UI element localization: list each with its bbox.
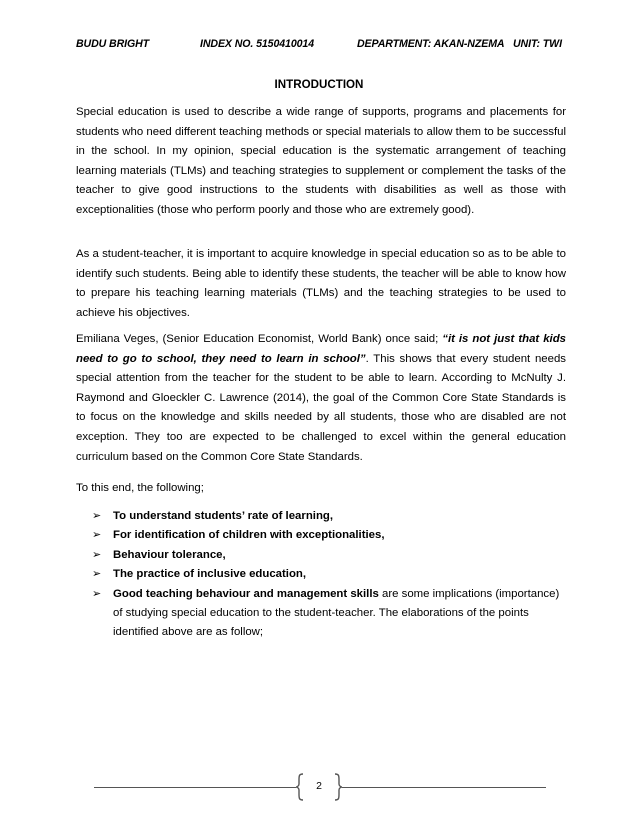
list-item-bold: To understand students’ rate of learning,	[113, 510, 334, 522]
arrow-bullet-icon: ➢	[92, 548, 102, 561]
header-unit: UNIT: TWI	[513, 38, 562, 50]
list-item	[92, 546, 566, 565]
header-author-name: BUDU BRIGHT	[76, 38, 150, 50]
arrow-bullet-icon: ➢	[92, 510, 102, 522]
header-index-number: INDEX NO. 5150410014	[200, 38, 315, 50]
list-item-rest: are some implications (importance) of studying special education to the student-teacher. The elaborations of the points identified above are as follow;	[113, 587, 560, 639]
paragraph-student-teacher: As a student-teacher, it is important to acquire knowledge in special education so as to be able to identify such students. Being able to identify these students, the teacher will be able to know how to prepare his teaching learning materials (TLMs) and the teaching strategies to be used to achieve his objectives.	[76, 248, 566, 319]
page-number: 2	[316, 780, 322, 792]
section-title: INTRODUCTION	[274, 78, 364, 91]
list-item-bold: Good teaching behaviour and management skills	[113, 587, 379, 600]
list-item-bold: The practice of inclusive education,	[113, 568, 307, 581]
footer-rule-left	[94, 787, 296, 788]
list-item-bold: Behaviour tolerance,	[113, 548, 226, 561]
quote-text: “it is not just that kids need to go to school, they need to learn in school”	[76, 333, 567, 365]
list-item	[92, 507, 566, 526]
list-item	[92, 585, 566, 643]
footer-rule-right	[342, 787, 546, 788]
paragraph-to-this-end: To this end, the following;	[76, 482, 204, 494]
header-department: DEPARTMENT: AKAN-NZEMA	[357, 38, 505, 50]
list-item-bold: For identification of children with exceptionalities,	[113, 529, 385, 542]
implications-list	[92, 507, 566, 643]
quote-follow: . This shows that every student needs special attention from the teacher for the student to be able to learn. According to McNulty J. Raymond and Gloeckler C. Lawrence (2014), the goal of the Common Core State Standards is to focus on the knowledge and skills needed by all students, those who are disabled are not exception. They too are expected to be challenged to excel within the general education curriculum based on the Common Core State Standards.	[76, 352, 566, 463]
list-item	[92, 526, 566, 545]
list-item	[92, 565, 566, 584]
quote-intro: Emiliana Veges, (Senior Education Economist, World Bank) once said;	[76, 333, 443, 345]
paragraph-definition: Special education is used to describe a wide range of supports, programs and placements for students who need different teaching methods or special materials to allow them to be successful in the school. In my opinion, special education is the systematic arrangement of teaching learning materials (TLMs) and teaching strategies to supplement or complement the tasks of the teacher to give good instructions to the students with disabilities as well as those with exceptionalities (those who perform poorly and those who are extremely good).	[76, 106, 566, 216]
paragraph-quote	[76, 330, 566, 467]
arrow-bullet-icon: ➢	[92, 568, 102, 581]
arrow-bullet-icon: ➢	[92, 587, 102, 600]
arrow-bullet-icon: ➢	[92, 529, 102, 542]
